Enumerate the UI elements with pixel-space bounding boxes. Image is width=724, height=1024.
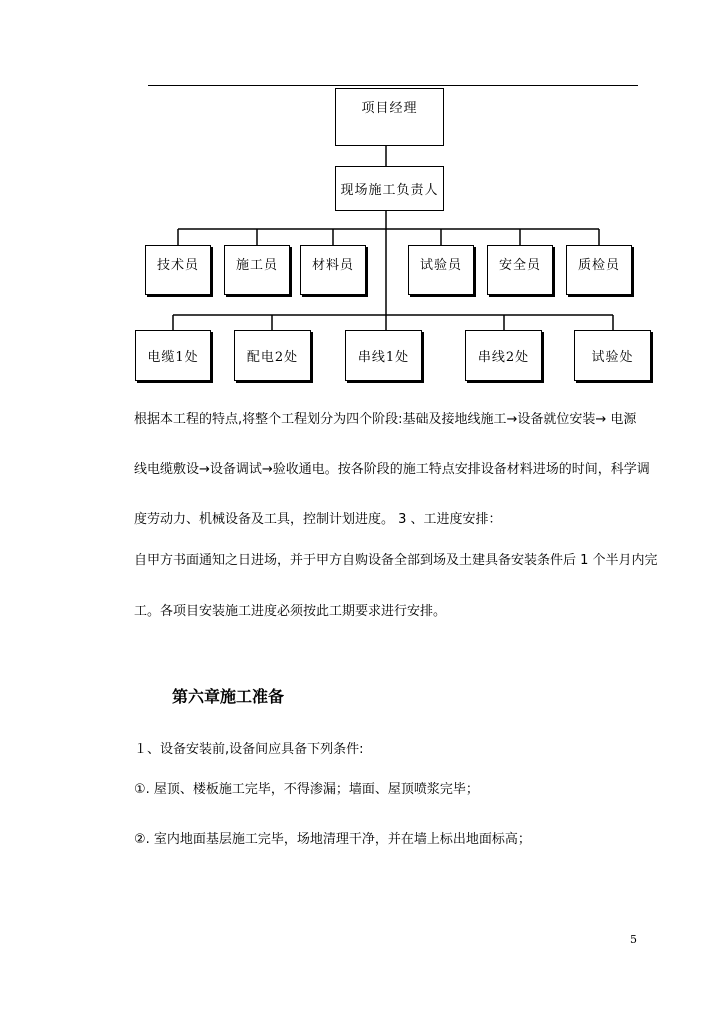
- chapter-heading: 第六章施工准备: [172, 687, 285, 706]
- page-number: 5: [630, 933, 637, 946]
- org-label-team: 串线1处: [357, 350, 410, 365]
- org-label-staff: 施工员: [235, 258, 278, 273]
- org-label-team: 串线2处: [477, 350, 530, 365]
- org-label-site-manager: 现场施工负责人: [340, 183, 439, 198]
- org-box-staff: [145, 245, 211, 295]
- org-box-project-manager: [335, 88, 444, 146]
- org-box-staff: [300, 245, 366, 295]
- org-box-staff: [566, 245, 632, 295]
- org-box-staff: [408, 245, 474, 295]
- condition-item-2: ②. 室内地面基层施工完毕，场地清理干净，并在墙上标出地面标高；: [134, 832, 531, 847]
- body-paragraph-line: 根据本工程的特点,将整个工程划分为四个阶段:基础及接地线施工→设备就位安装→ 电源: [134, 412, 637, 427]
- org-box-team: [574, 330, 651, 381]
- org-label-staff: 质检员: [577, 258, 620, 273]
- org-box-team: [465, 330, 542, 381]
- org-box-staff: [487, 245, 553, 295]
- org-box-staff: [224, 245, 290, 295]
- org-box-team: [345, 330, 422, 381]
- body-paragraph-line: 工。各项目安装施工进度必须按此工期要求进行安排。: [134, 604, 447, 619]
- org-label-staff: 试验员: [419, 258, 462, 273]
- org-label-team: 试验处: [591, 350, 634, 365]
- org-label-project-manager: 项目经理: [361, 101, 418, 116]
- org-box-site-manager: [335, 166, 444, 211]
- body-paragraph-line: 自甲方书面通知之日进场，并于甲方自购设备全部到场及土建具备安装条件后 1 个半月内完: [134, 553, 658, 568]
- org-box-team: [135, 330, 211, 381]
- org-label-staff: 材料员: [311, 258, 354, 273]
- org-box-team: [234, 330, 311, 381]
- org-label-team: 电缆1处: [147, 350, 199, 365]
- org-label-staff: 技术员: [156, 258, 199, 273]
- org-label-team: 配电2处: [246, 350, 299, 365]
- org-label-staff: 安全员: [498, 258, 541, 273]
- body-paragraph-line: 度劳动力、机械设备及工具，控制计划进度。 3 、工进度安排：: [134, 512, 502, 527]
- condition-item-1: ①. 屋顶、楼板施工完毕，不得渗漏；墙面、屋顶喷浆完毕；: [134, 782, 479, 797]
- conditions-intro: １、设备安装前,设备间应具备下列条件:: [134, 742, 364, 757]
- body-paragraph-line: 线电缆敷设→设备调试→验收通电。按各阶段的施工特点安排设备材料进场的时间，科学调: [134, 462, 650, 477]
